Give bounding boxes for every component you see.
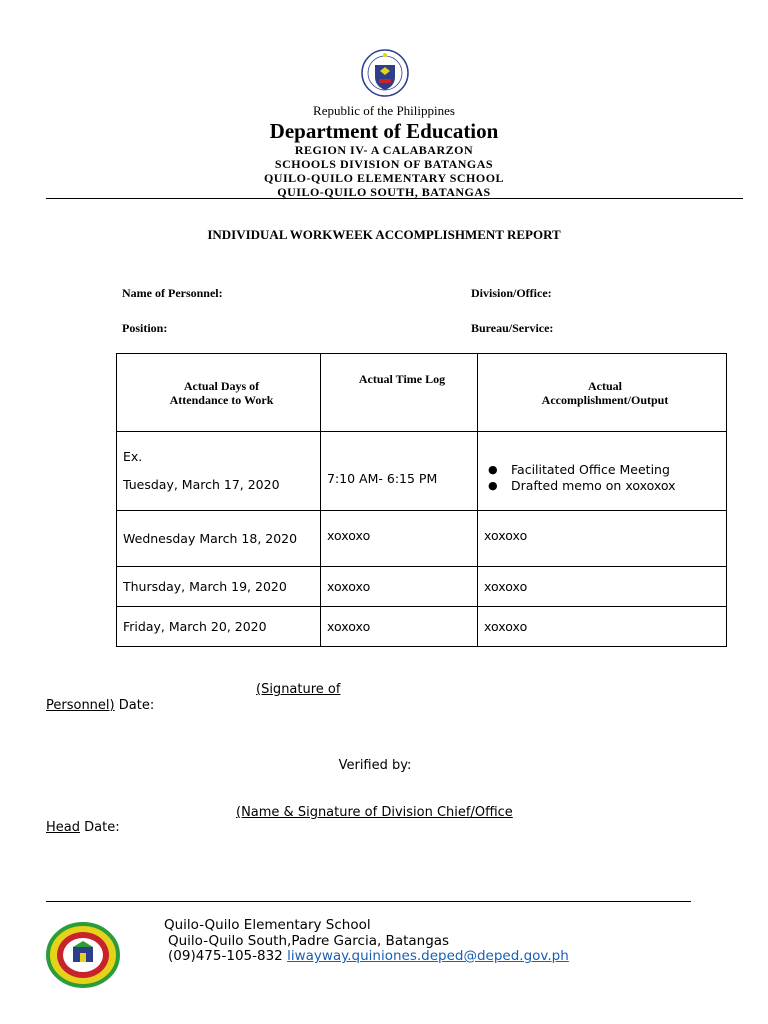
table-row — [117, 607, 727, 647]
verified-by-label: Verified by: — [338, 758, 412, 773]
footer-divider — [46, 901, 691, 902]
division-office-label: Division/Office: — [471, 286, 552, 300]
personnel-label: Personnel) — [46, 698, 115, 713]
accomplishment-table — [116, 353, 727, 647]
day-text: Tuesday, March 17, 2020 — [123, 477, 280, 492]
day-cell: Friday, March 20, 2020 — [117, 607, 321, 647]
region-line: REGION IV- A CALABARZON — [294, 143, 474, 157]
day-cell: Thursday, March 19, 2020 — [117, 567, 321, 607]
time-cell: 7:10 AM- 6:15 PM — [321, 432, 478, 511]
header-days — [117, 354, 321, 432]
chief-signature-label: (Name & Signature of Division Chief/Office — [236, 805, 513, 820]
output-cell: xoxoxo — [478, 567, 727, 607]
header-accomp-line2: Accomplishment/Output — [541, 392, 669, 407]
department-title: Department of Education — [269, 119, 499, 143]
table-row — [117, 432, 727, 511]
time-cell: xoxoxo — [321, 511, 478, 567]
table-header-row — [117, 354, 727, 432]
list-item: ● Facilitated Office Meeting — [484, 462, 726, 478]
header-days-line1: Actual Days of — [183, 378, 260, 393]
division-line: SCHOOLS DIVISION OF BATANGAS — [274, 157, 494, 171]
output-cell: xoxoxo — [478, 511, 727, 567]
time-cell: xoxoxo — [321, 567, 478, 607]
name-of-personnel-label: Name of Personnel: — [122, 286, 223, 300]
chief-date-label: Date: — [84, 820, 120, 835]
table-row — [117, 511, 727, 567]
header-time-label: Actual Time Log — [358, 372, 446, 386]
position-label: Position: — [122, 321, 168, 335]
personnel-date-label: Date: — [118, 698, 155, 713]
output-cell: xoxoxo — [478, 607, 727, 647]
personnel-signature-line2 — [46, 698, 154, 713]
footer-phone: (09)475-105-832 — [168, 948, 283, 964]
output-list — [484, 462, 726, 494]
deped-seal-icon — [361, 43, 409, 103]
chief-signature-line2 — [46, 820, 120, 835]
header-accomplishment — [478, 354, 727, 432]
list-item: ● Drafted memo on xoxoxox — [484, 478, 726, 494]
report-title: INDIVIDUAL WORKWEEK ACCOMPLISHMENT REPORT — [207, 227, 561, 242]
example-prefix: Ex. — [123, 449, 143, 464]
output-cell — [478, 432, 727, 511]
header-days-line2: Attendance to Work — [169, 392, 274, 407]
day-cell: Wednesday March 18, 2020 — [117, 511, 321, 567]
time-cell: xoxoxo — [321, 607, 478, 647]
footer-email-link[interactable]: liwayway.quiniones.deped@deped.gov.ph — [287, 948, 569, 964]
republic-line: Republic of the Philippines — [313, 103, 455, 118]
day-cell — [117, 432, 321, 511]
footer-school-name: Quilo-Quilo Elementary School — [164, 917, 371, 933]
address-line: QUILO-QUILO SOUTH, BATANGAS — [277, 185, 491, 199]
header-accomp-line1: Actual — [588, 378, 622, 393]
header-divider — [46, 198, 743, 199]
table-row — [117, 567, 727, 607]
footer-contact — [168, 948, 569, 964]
head-label: Head — [46, 820, 80, 835]
bureau-service-label: Bureau/Service: — [471, 321, 554, 335]
footer-address: Quilo-Quilo South,Padre Garcia, Batangas — [168, 933, 450, 949]
school-line: QUILO-QUILO ELEMENTARY SCHOOL — [263, 171, 505, 185]
personnel-signature-label: (Signature of — [256, 682, 341, 697]
school-logo-icon — [46, 922, 120, 988]
header-time — [321, 354, 478, 432]
